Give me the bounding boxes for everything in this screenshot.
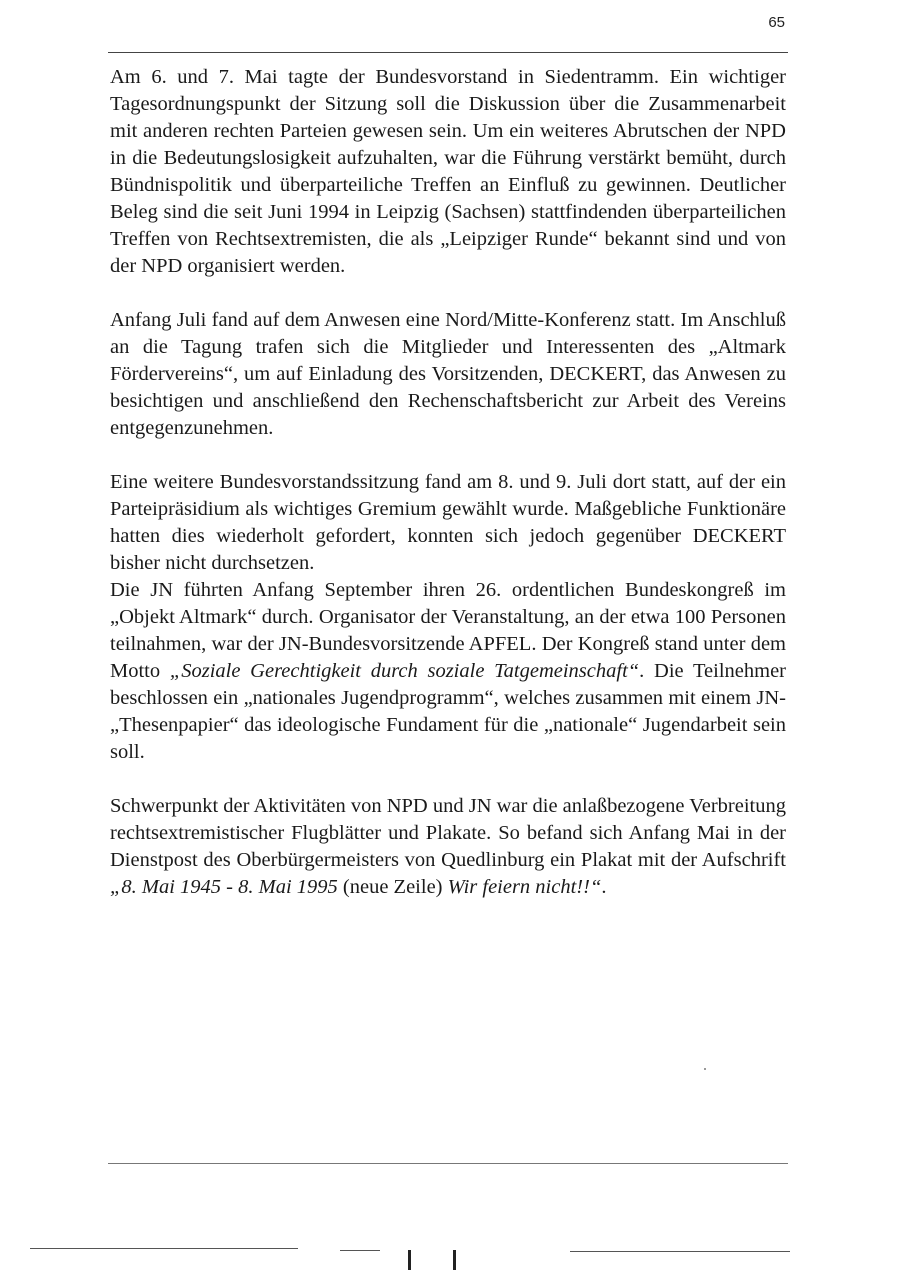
scan-edge-line	[30, 1248, 298, 1249]
binding-mark	[408, 1250, 411, 1270]
text-segment: Schwerpunkt der Aktivitäten von NPD und JN war die anlaßbezogene Verbreitung rechtsextremistischer Flugblätter und Plakate. So befand sich Anfang Mai in der Dienstpost des Oberbürgermeisters von Quedlinburg ein Plakat mit der Aufschrift	[110, 795, 786, 871]
paragraph	[110, 577, 786, 766]
paragraph	[110, 64, 786, 280]
text-segment: Die JN führten Anfang September ihren 26. ordentlichen Bundeskongreß im „Objekt Altmark“ durch. Organisator der Veranstaltung, an der etwa 100 Personen teilnahmen, war der JN-Bundesvorsitzende APFEL. Der Kongreß stand unter dem Motto	[110, 579, 786, 682]
text-segment: (neue Zeile)	[337, 876, 448, 898]
footer-rule	[108, 1163, 788, 1164]
paragraph	[110, 307, 786, 442]
text-segment: Am 6. und 7. Mai tagte der Bundesvorstand in Siedentramm. Ein wichtiger Tagesordnungspunkt der Sitzung soll die Diskussion über die Zusammenarbeit mit anderen rechten Parteien gewesen sein. Um ein weiteres Abrutschen der NPD in die Bedeutungslosigkeit aufzuhalten, war die Führung verstärkt bemüht, durch Bündnispolitik und überparteiliche Treffen an Einfluß zu gewinnen. Deutlicher Beleg sind die seit Juni 1994 in Leipzig (Sachsen) stattfindenden überparteilichen Treffen von Rechtsextremisten, die als „Leipziger Runde“ bekannt sind und von der NPD organisiert werden.	[110, 66, 786, 277]
binding-mark	[453, 1250, 456, 1270]
document-body	[110, 64, 786, 901]
text-segment: .	[601, 876, 607, 898]
header-rule	[108, 52, 788, 53]
text-segment: Anfang Juli fand auf dem Anwesen eine Nord/Mitte-Konferenz statt. Im Anschluß an die Tagung trafen sich die Mitglieder und Interessenten des „Altmark Fördervereins“, um auf Einladung des Vorsitzenden, DECKERT, das Anwesen zu besichtigen und anschließend den Rechenschaftsbericht zur Arbeit des Vereins entgegenzunehmen.	[110, 309, 786, 439]
paragraph	[110, 469, 786, 577]
text-segment: Eine weitere Bundesvorstandssitzung fand am 8. und 9. Juli dort statt, auf der ein Parteipräsidium als wichtiges Gremium gewählt wurde. Maßgebliche Funktionäre hatten dies wiederholt gefordert, konnten sich jedoch gegenüber DECKERT bisher nicht durchsetzen.	[110, 471, 786, 574]
paragraph	[110, 793, 786, 901]
scan-edge-line	[340, 1250, 380, 1251]
motto-text: „Soziale Gerechtigkeit durch soziale Tatgemeinschaft“	[169, 660, 640, 682]
poster-text: Wir feiern nicht!!“	[447, 876, 602, 898]
page-number: 65	[768, 14, 785, 31]
scan-speck	[704, 1068, 706, 1070]
poster-text: „8. Mai 1945 - 8. Mai 1995	[110, 876, 338, 898]
scan-edge-line	[570, 1251, 790, 1252]
text-segment: . Die Teilnehmer beschlossen ein „nationales Jugendprogramm“, welches zusammen mit einem JN-„Thesenpapier“ das ideologische Fundament für die „nationale“ Jugendarbeit sein soll.	[110, 660, 787, 763]
